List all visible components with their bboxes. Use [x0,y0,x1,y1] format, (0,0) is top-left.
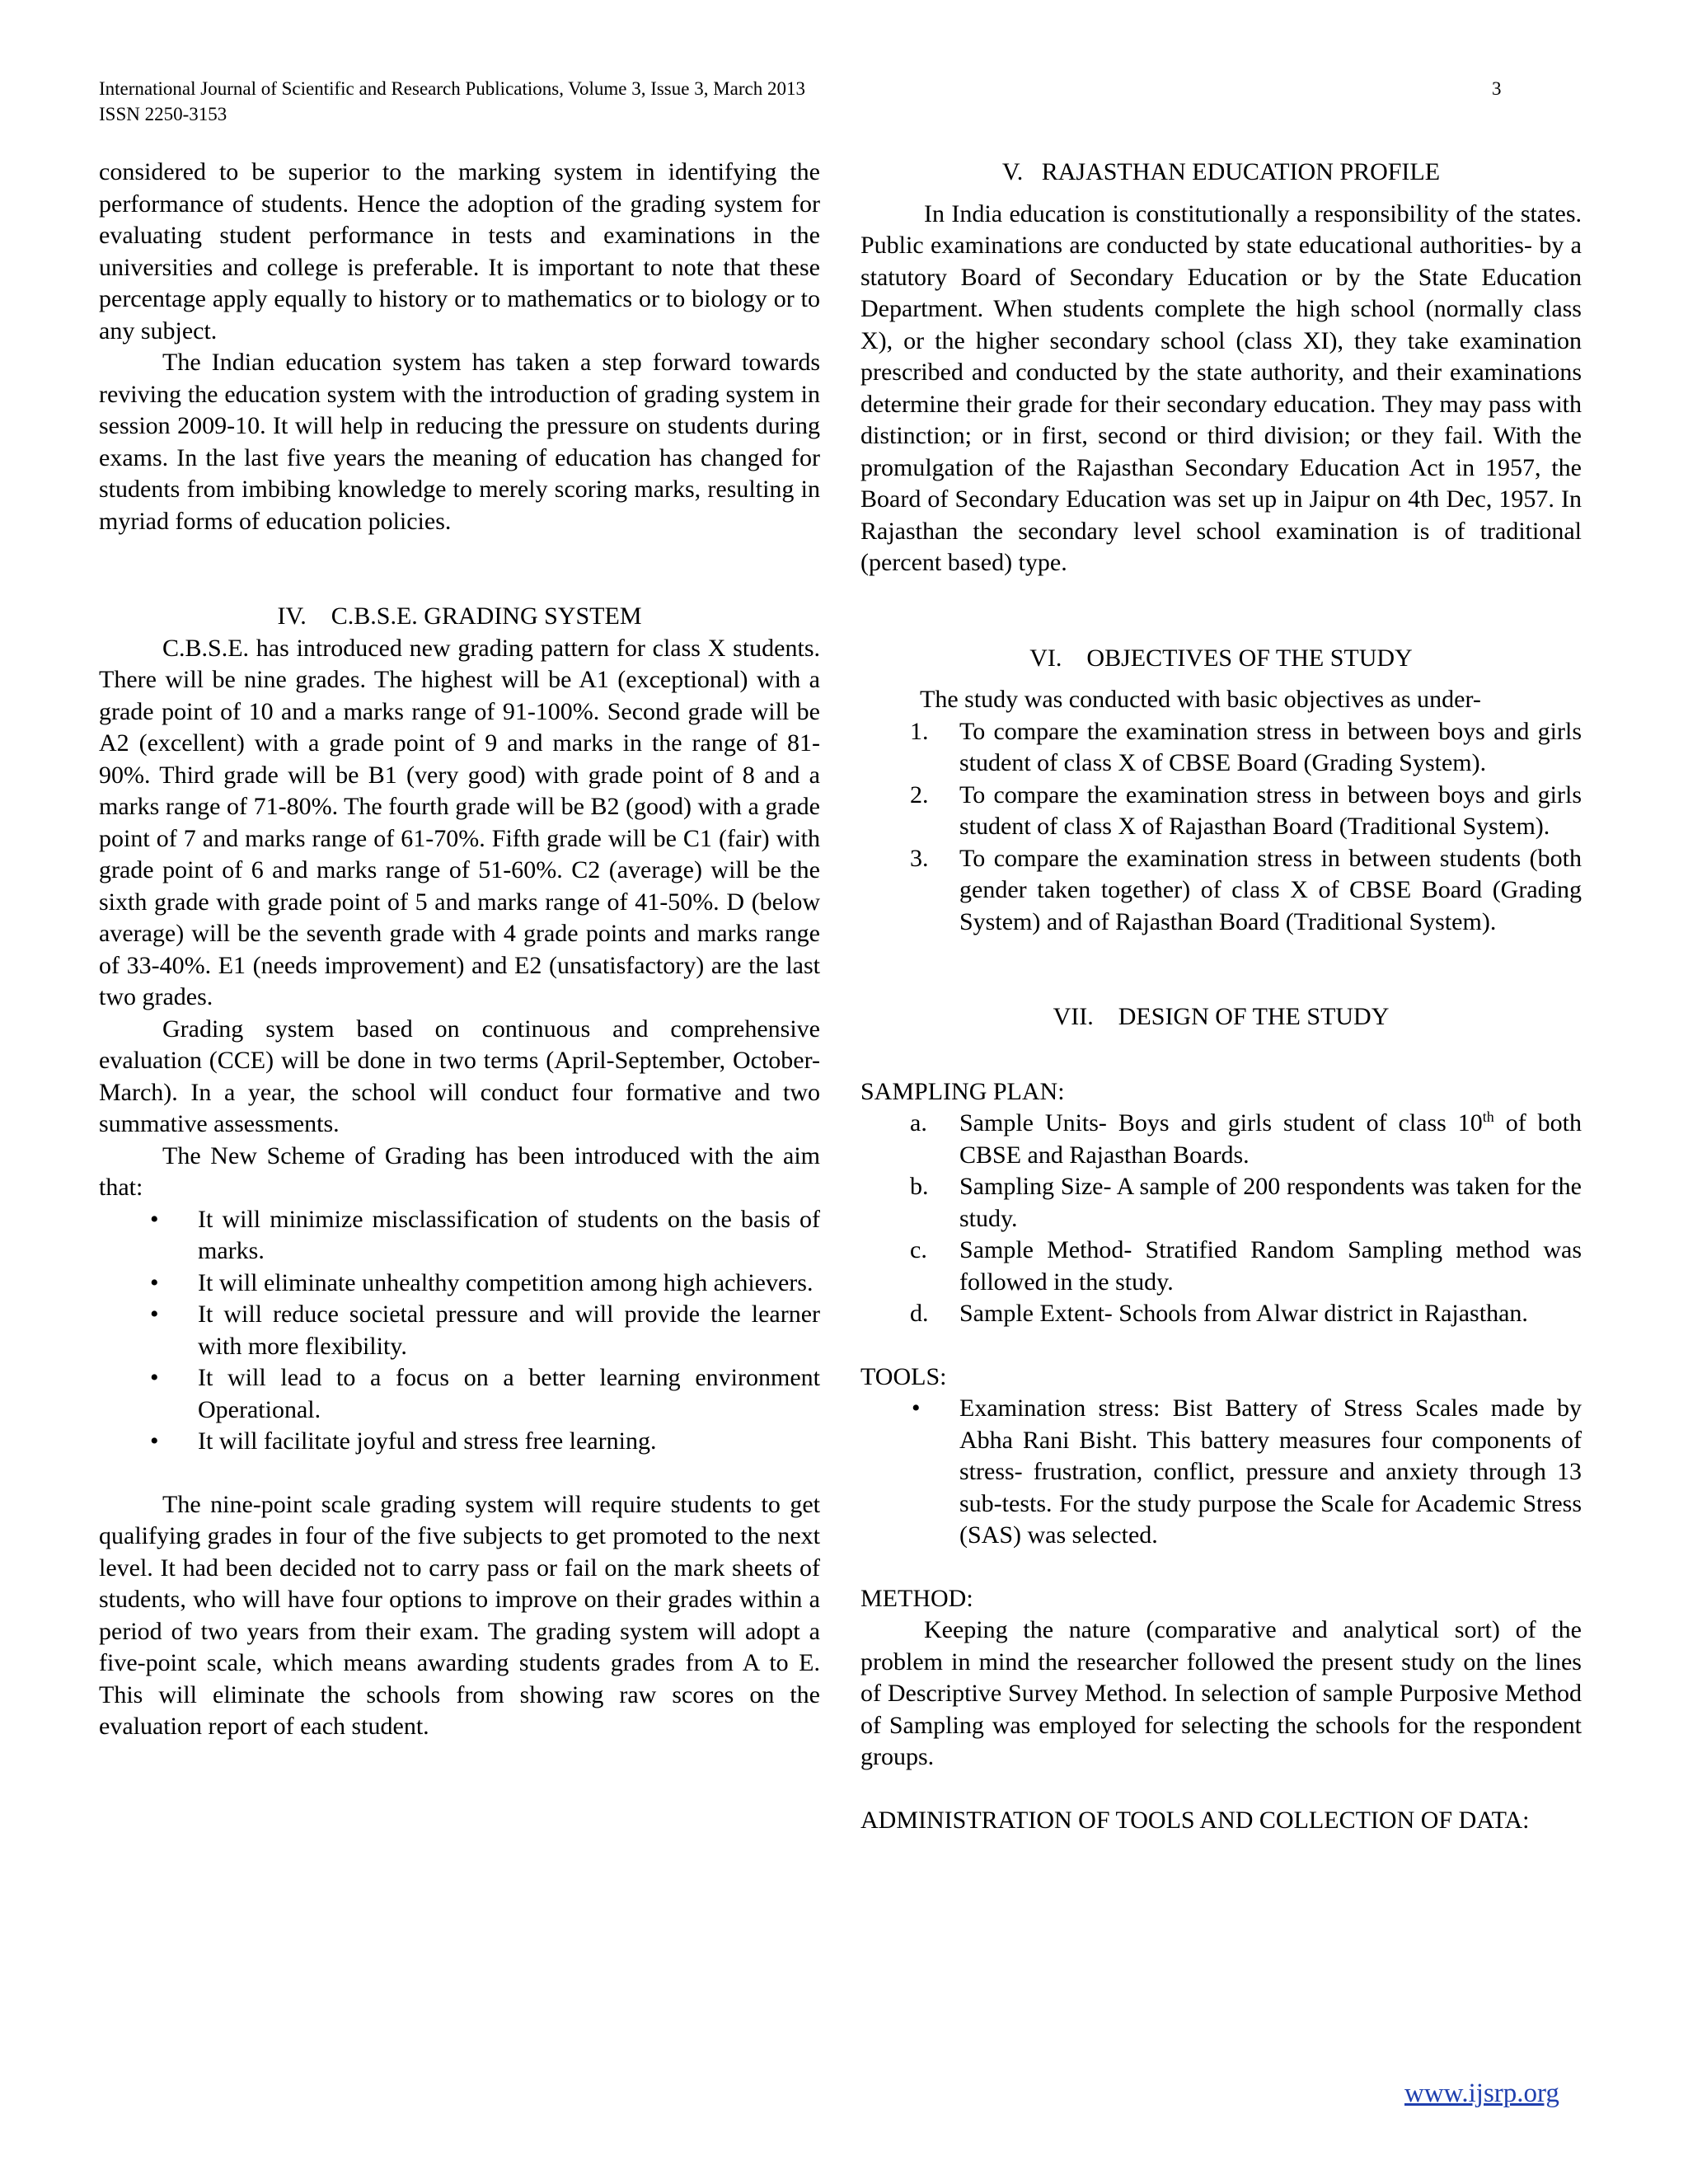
section-number: IV. [277,602,307,630]
running-header [99,76,1500,127]
section-heading-v [860,157,1582,189]
paragraph-cbse-grades: C.B.S.E. has introduced new grading pattern for class X students. There will be nine grades. The highest will be A1 (exceptional) with a grade point of 10 and a marks range of 91-100%. Second grade will be A2 (excellent) with a grade point of 9 and marks in the range of 81-90%. Third grade will be B1 (very good) with grade point of 8 and a marks range of 71-80%. The fourth grade will be B2 (good) with a grade point of 7 and marks range of 61-70%. Fifth grade will be C1 (fair) with grade point of 6 and marks range of 51-60%. C2 (average) will be the sixth grade with grade point of 5 and marks range of 41-50%. D (below average) will be the seventh grade with 4 grade points and marks range of 33-40%. E1 (needs improvement) and E2 (unsatisfactory) are the last two grades. [99,634,820,1010]
list-item: d. Sample Extent- Schools from Alwar district in Rajasthan. [860,1298,1582,1330]
list-item: • It will minimize misclassification of students on the basis of marks. [150,1205,820,1264]
left-column [99,157,820,1743]
superscript: th [1482,1108,1494,1125]
journal-website-link[interactable]: www.ijsrp.org [1404,2079,1559,2108]
bullet-icon: • [912,1394,921,1422]
objectives-intro: The study was conducted with basic objectives as under- [920,686,1481,713]
list-item: b. Sampling Size- A sample of 200 respondents was taken for the study. [910,1173,1582,1232]
list-marker: 3. [910,844,929,872]
list-item: c. Sample Method- Stratified Random Sampling method was followed in the study. [910,1236,1582,1296]
paragraph-cce: Grading system based on continuous and comprehensive evaluation (CCE) will be done in two terms (April-September, October-March). In a year, the school will conduct four formative and two summative assessments. [99,1015,820,1137]
paragraph-rajasthan: In India education is constitutionally a responsibility of the states. Public examinations are conducted by state educational authorities- by a statutory Board of Secondary Education or by the State Education Department. When students complete the high school (normally class X), or the higher secondary school (class XI), they take examination prescribed and conducted by the state authority, and their examinations determine their grade for their secondary education. They may pass with distinction; or in first, second or third division; or they fail. With the promulgation of the Rajasthan Secondary Education Act in 1957, the Board of Secondary Education was set up in Jaipur on 4th Dec, 1957. In Rajasthan the secondary level school examination is of traditional (percent based) type. [860,199,1582,576]
tools-heading: TOOLS: [860,1362,947,1390]
page-number: 3 [1492,78,1502,99]
section-number: V. [1001,158,1024,185]
list-marker: 2. [910,780,929,808]
paragraph-continued: considered to be superior to the marking system in identifying the performance of students. Hence the adoption of the grading system for evaluating student performance in tests and examinations in the universities and college is preferable. It is important to note that these percentage apply equally to history or to mathematics or to biology or to any subject. [99,158,820,344]
list-item: • Examination stress: Bist Battery of Stress Scales made by Abha Rani Bisht. This battery measures four components of stress- frustration, conflict, pressure and anxiety through 13 sub-tests. For the study purpose the Scale for Academic Stress (SAS) was selected. [912,1394,1582,1549]
list-item: • It will lead to a focus on a better learning environment Operational. [150,1364,820,1423]
administration-heading: ADMINISTRATION OF TOOLS AND COLLECTION OF DATA: [860,1806,1530,1834]
section-heading-iv [99,601,820,633]
list-marker: 1. [910,717,929,745]
sampling-heading: SAMPLING PLAN: [860,1077,1065,1105]
section-heading-vi [860,643,1582,675]
bullet-icon: • [150,1427,159,1455]
list-marker: c. [910,1236,927,1263]
section-number: VII. [1053,1003,1094,1030]
list-item: • It will facilitate joyful and stress free learning. [99,1426,820,1458]
list-item: 3. To compare the examination stress in between students (both gender taken together) of class X of CBSE Board (Grading System) and of Rajasthan Board (Traditional System). [910,844,1582,935]
list-item: • It will eliminate unhealthy competition among high achievers. [99,1268,820,1300]
list-item: 1. To compare the examination stress in between boys and girls student of class X of CBSE Board (Grading System). [910,717,1582,776]
issn: ISSN 2250-3153 [99,104,227,124]
method-paragraph: Keeping the nature (comparative and analytical sort) of the problem in mind the researcher followed the present study on the lines of Descriptive Survey Method. In selection of sample Purposive Method of Sampling was employed for selecting the schools for the respondent groups. [860,1616,1582,1770]
method-heading: METHOD: [860,1584,973,1612]
section-number: VI. [1029,644,1062,672]
section-title: RAJASTHAN EDUCATION PROFILE [1041,158,1441,185]
tools-list [860,1393,1582,1552]
section-title: C.B.S.E. GRADING SYSTEM [331,602,642,630]
paragraph-indian-education: The Indian education system has taken a step forward towards reviving the education system with the introduction of grading system in session 2009-10. It will help in reducing the pressure on students during exams. In the last five years the meaning of education has changed for students from imbibing knowledge to merely scoring marks, resulting in myriad forms of education policies. [99,349,820,535]
list-item: • It will reduce societal pressure and will provide the learner with more flexibility. [150,1301,820,1360]
section-title: OBJECTIVES OF THE STUDY [1086,644,1413,672]
objectives-list [860,716,1582,939]
list-marker: b. [910,1173,929,1200]
bullet-icon: • [150,1301,159,1328]
bullet-icon: • [150,1205,159,1233]
section-heading-vii [860,1001,1582,1033]
paragraph-nine-point-scale: The nine-point scale grading system will require students to get qualifying grades in four of the five subjects to get promoted to the next level. It had been decided not to carry pass or fail on the mark sheets of students, who will have four options to improve on their grades within a period of two years from their exam. The grading system will adopt a five-point scale, which means awarding students grades from A to E. This will eliminate the schools from showing raw scores on the evaluation report of each student. [99,1490,820,1740]
section-title: DESIGN OF THE STUDY [1118,1003,1390,1030]
paragraph-new-scheme: The New Scheme of Grading has been introduced with the aim that: [99,1141,820,1201]
bullet-icon: • [150,1268,159,1296]
journal-title: International Journal of Scientific and Research Publications, Volume 3, Issue 3, March 2013 [99,78,805,99]
bullet-icon: • [150,1364,159,1391]
aims-list [99,1204,820,1458]
right-column [860,157,1582,1836]
list-marker: d. [910,1300,929,1327]
list-item: a. Sample Units- Boys and girls student of class 10th of both CBSE and Rajasthan Boards. [910,1108,1582,1169]
sampling-list [860,1108,1582,1330]
list-item: 2. To compare the examination stress in between boys and girls student of class X of Rajasthan Board (Traditional System). [910,780,1582,840]
list-marker: a. [910,1109,927,1137]
